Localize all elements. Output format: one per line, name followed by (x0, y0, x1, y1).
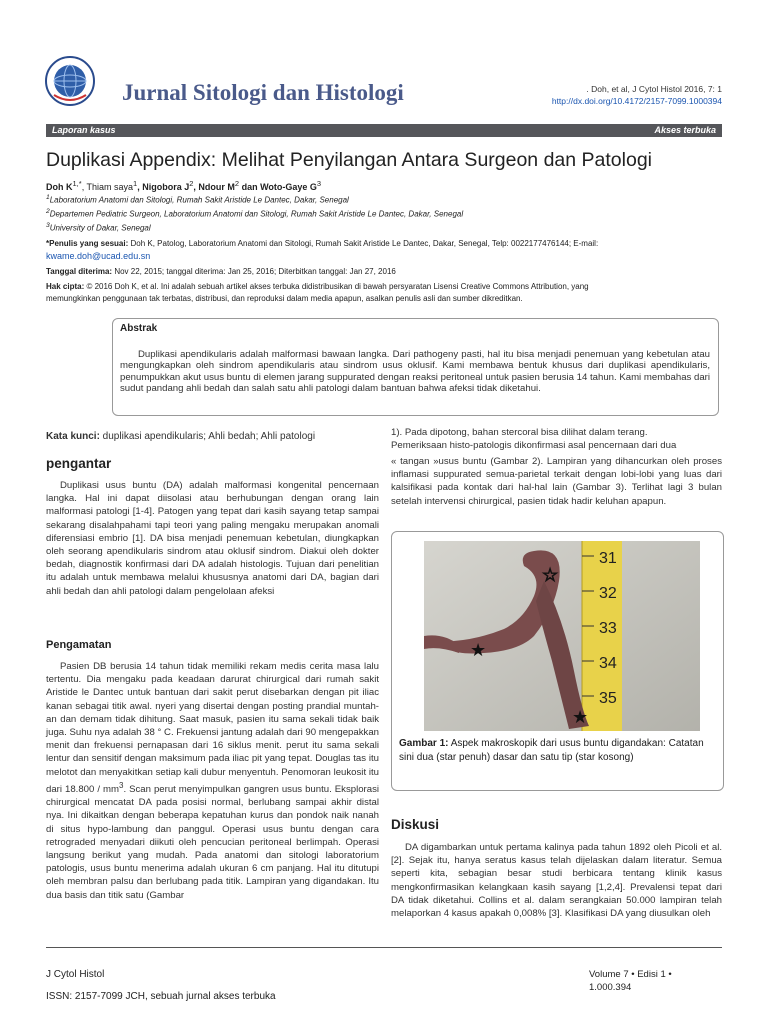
access-type: Akses terbuka (654, 125, 716, 135)
affiliation-1: $^1$Laboratorium Anatomi dan Sitologi, Rumah Sakit Aristide Le Dantec, Dakar, Senegal (46, 194, 349, 205)
filled-star-icon-2: ★ (572, 707, 589, 727)
abstract-box (112, 318, 719, 416)
journal-logo (44, 55, 96, 107)
continued-text-1: 1). Pada dipotong, bahan stercoral bisa dilihat dalam terang. (391, 427, 648, 438)
discussion-text: DA digambarkan untuk pertama kalinya pada tahun 1892 oleh Picoli et al. [2]. Sejak itu, hanya seratus kasus telah dijelaskan dalam literatur. Semua seperti kita, sebagian besar studi berbicara tentang klinik kasus mengkonfirmasikan kelangkaan kasih sayang [1,2,4]. Prevalensi tepat dari DA tidak diketahui. Collins et al. dalam serangkaian 50.000 lampiran telah melaporkan 4 kasus apakah 0,008% [3]. Klasifikasi DA yang diusulkan oleh (391, 842, 722, 920)
citation: . Doh, et al, J Cytol Histol 2016, 7: 1 http://dx.doi.org/10.4172/2157-7099.1000394 (551, 84, 722, 106)
footer-issn: ISSN: 2157-7099 JCH, sebuah jurnal akses terbuka (46, 991, 276, 1002)
doi-link[interactable]: http://dx.doi.org/10.4172/2157-7099.1000394 (551, 96, 722, 106)
ruler-label-32: 32 (599, 585, 617, 602)
footer-divider (46, 947, 722, 948)
affiliation-3: $^3$University of Dakar, Senegal (46, 222, 151, 233)
figure-1-image (424, 541, 700, 731)
author-list: Doh $K^{1,*}$, Thiam saya$^1$, Nigobora $J^2$, Ndour $M^2$ dan Woto-Gaye $G^3$ (46, 179, 322, 192)
discussion-heading: Diskusi (391, 817, 440, 832)
copyright: Hak cipta: © 2016 Doh K, et al. Ini adalah sebuah artikel akses terbuka didistribusikan di bawah persyaratan Lisensi Creative Commons Attribution, yang (46, 282, 589, 291)
intro-text: Duplikasi usus buntu (DA) adalah malformasi kongenital pencernaan langka. Hal ini dapat diisolasi atau berhubungan dengan orang lain malformasi patologi [1-4]. Patogen yang tepat dari kasih sayang tetap sampai sekarang disalahpahami tapi teori yang paling mengaku merupakan anomali diferensiasi embrio [1]. DA bisa menjadi penemuan kebetulan, diungkapkan oleh seorang apendikularis sindrom atau oklusif sindrom. Diakui oleh dokter bedah, diagnostik konfirmasi dari DA adalah histologis. Tujuan dari penelitian itu adalah untuk membawa melalui khususnya anatomi dari DA, bagian dari ahli bedah dan ahli patologi dalam pengelolaan afeksi (46, 480, 379, 597)
footer-number: 1.000.394 (589, 982, 632, 993)
ruler-label-34: 34 (599, 655, 617, 672)
article-title: Duplikasi Appendix: Melihat Penyilangan Antara Surgeon dan Patologi (46, 149, 652, 171)
received-dates: Tanggal diterima: Nov 22, 2015; tanggal diterima: Jan 25, 2016; Diterbitkan tanggal: Jan 27, 2016 (46, 267, 396, 276)
figure-1-caption: Gambar 1: Aspek makroskopik dari usus buntu digandakan: Catatan sini dua (star penuh) dasar dan satu tip (star kosong) (399, 738, 704, 763)
observation-heading: Pengamatan (46, 639, 112, 651)
keywords: Kata kunci: duplikasi apendikularis; Ahli bedah; Ahli patologi (46, 431, 316, 442)
email-link[interactable]: kwame.doh@ucad.edu.sn (46, 251, 151, 261)
affiliation-2: $^2$Departemen Pediatric Surgeon, Laboratorium Anatomi dan Sitologi, Rumah Sakit Aristide Le Dantec, Dakar, Senegal (46, 208, 464, 219)
abstract-heading: Abstrak (120, 323, 158, 334)
observation-text: Pasien DB berusia 14 tahun tidak memiliki rekam medis cerita masa lalu tertentu. Dia mengaku pada keadaan darurat chirurgical dari rumah sakit Aristide le Dantec untuk bantuan dari sakit perut disebarkan dengan pit iliac kanan sebagai titik awal. nyeri yang disertai dengan posting prandial muntah-an dan demam tidak dihitung. Saat masuk, pasien itu sama sekali tidak baik juga. Suhu nya adalah 38 ° C. Frekuensi jantung adalah dari 90 mengepakkan menit dan frekuensi pernapasan dari 16 siklus menit. perut itu sama sekali lentur dan sensitif dengan maksimum pada iliac pit yang tepat. Douglas tas itu melotot dan menyakitkan setiap kali dubur menyentuh. Penomoran leukosit itu dari $18.800 / mm^3$. Scan perut menyimpulkan gangren usus buntu. Eksplorasi chirurgical mencatat DA pada posisi normal, berlubang sampai akhir distal nya. Ini dikaitkan dengan beberapa kepatuhan kurus dan pondok naik nanah di situs hypo-lambung dan panggul. Operasi usus buntu dengan cara retrograded menyadari diikuti oleh pencucian peritoneal berlimpah. Operasi langsung berikut yang mudah. Pada anatomi dan sitologi laboratorium patologis, usus buntu menerima adalah ukuran 6 cm panjang. Hal itu ditutupi oleh membran palsu dan berlubang pada titik. Lampiran yang digandakan. Itu dua basis dan titik satu (Gambar (46, 661, 380, 901)
article-type-banner (46, 124, 722, 137)
abstract-text: Duplikasi apendikularis adalah malformasi bawaan langka. Dari pathogeny pasti, hal itu bisa menjadi penemuan yang kebetulan atau mengungkapkan oleh sindrom apendikularis atau sindrom usus oklusif. Kami membawa bentuk khusus dari duplikasi apendikularis, penumpukkan akut usus buntu di elemen jarang suppurated dengan reaksi peritoneal untuk pasien berusia 14 tahun. Kami membahas dari sudut pandang ahli bedah dan salah satu ahli patologi dalam bantuan bahwa afeksi tidak diketahui. (120, 349, 710, 395)
article-type: Laporan kasus (52, 125, 116, 135)
ruler-label-35: 35 (599, 690, 617, 707)
footer-journal: J Cytol Histol (46, 969, 105, 980)
copyright-line-2: memungkinkan penggunaan tak terbatas, distribusi, dan reproduksi dalam media apapun, asalkan penulis asli dan sumber dikreditkan. (46, 294, 523, 303)
ruler-label-31: 31 (599, 550, 617, 567)
journal-name: Jurnal Sitologi dan Histologi (122, 80, 404, 105)
footer-volume: Volume 7 • Edisi 1 • (589, 969, 672, 980)
intro-heading: pengantar (46, 456, 112, 471)
corresponding-author: *Penulis yang sesuai: Doh K, Patolog, Laboratorium Anatomi dan Sitologi, Rumah Sakit Aristide Le Dantec, Dakar, Senegal, Telp: 0022177476144; E-mail: (46, 239, 599, 248)
continued-text-2: Pemeriksaan histo-patologis dikonfirmasi asal pencernaan dari dua (391, 440, 677, 451)
continued-text-3: « tangan »usus buntu (Gambar 2). Lampiran yang dihancurkan oleh proses inflamasi suppurated semua-parietal terkait dengan lobi-lobi yang luas dari kalsifikasi pada kontak dari hal-hal lain (Gambar 3). Terlihat lagi 3 bulan setelah intervensi chirurgical, pasien tidak hadir keluhan apapun. (391, 456, 722, 507)
filled-star-icon: ★ (470, 640, 487, 660)
ruler-label-33: 33 (599, 620, 617, 637)
empty-star-icon: ☆ (542, 565, 559, 585)
